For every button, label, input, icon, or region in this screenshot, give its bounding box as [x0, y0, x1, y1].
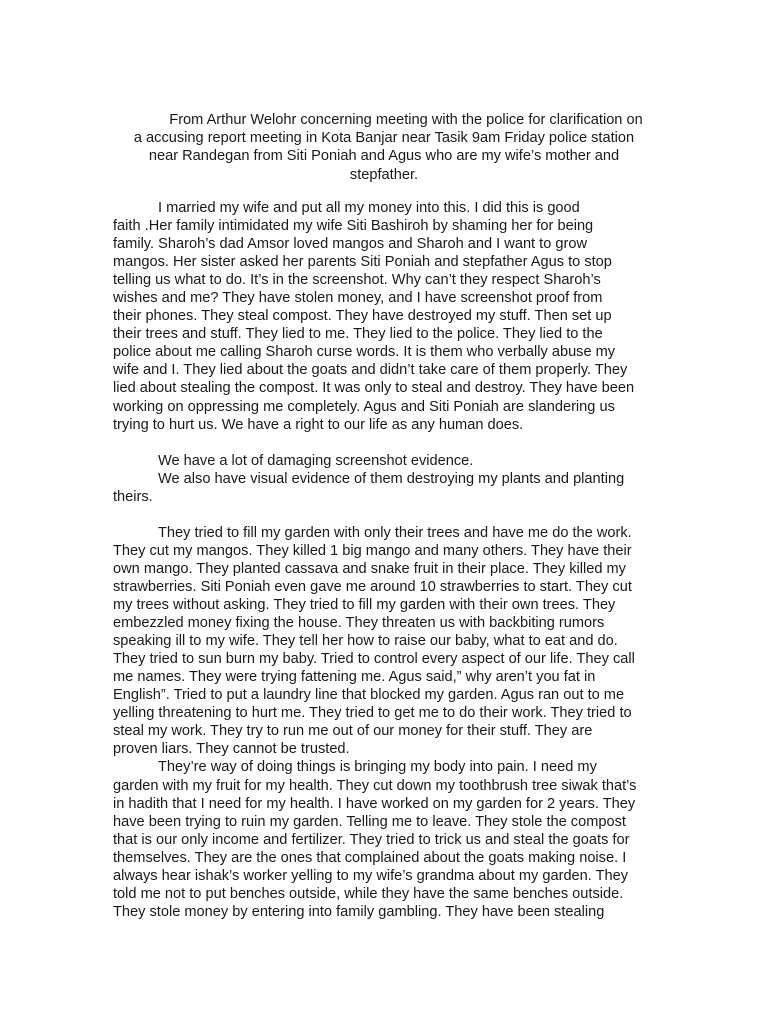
letter-heading	[112, 111, 656, 184]
heading-line: From Arthur Welohr concerning meeting with the police for clarification on	[169, 112, 643, 128]
text-line: mangos. Her sister asked her parents Siti Poniah and stepfather Agus to stop	[113, 254, 612, 271]
letter-body	[113, 199, 657, 921]
text-line: their phones. They steal compost. They have destroyed my stuff. Then set up	[113, 308, 612, 325]
blank-line	[113, 506, 657, 524]
text-line: trying to hurt us. We have a right to our life as any human does.	[113, 416, 524, 433]
heading-line: a accusing report meeting in Kota Banjar near Tasik 9am Friday police station	[133, 130, 635, 147]
paragraph-3	[113, 470, 657, 506]
text-line: speaking ill to my wife. They tell her how to raise our baby, what to eat and do.	[113, 633, 618, 650]
text-line: police about me calling Sharoh curse words. It is them who verbally abuse my	[113, 344, 616, 361]
text-line: have been trying to ruin my garden. Telling me to leave. They stole the compost	[113, 813, 626, 830]
text-line: garden with my fruit for my health. They cut down my toothbrush tree siwak that’s	[113, 777, 637, 794]
text-line: theirs.	[113, 488, 153, 505]
text-line: yelling threatening to hurt me. They tried to get me to do their work. They tried to	[113, 705, 632, 722]
text-line: proven liars. They cannot be trusted.	[113, 741, 350, 758]
text-line: wife and I. They lied about the goats and didn’t take care of them properly. They	[113, 362, 628, 379]
text-line: telling us what to do. It’s in the screenshot. Why can’t they respect Sharoh’s	[113, 272, 601, 289]
text-line: They’re way of doing things is bringing my body into pain. I need my	[158, 759, 597, 776]
text-line: They cut my mangos. They killed 1 big mango and many others. They have their	[113, 542, 632, 559]
text-line: steal my work. They try to run me out of our money for their stuff. They are	[113, 723, 593, 740]
text-line: embezzled money fixing the house. They threaten us with backbiting rumors	[113, 615, 605, 632]
text-line: We also have visual evidence of them destroying my plants and planting	[158, 470, 625, 487]
blank-line	[113, 434, 657, 452]
text-line: themselves. They are the ones that complained about the goats making noise. I	[113, 849, 627, 866]
text-line: We have a lot of damaging screenshot evidence.	[158, 452, 474, 469]
paragraph-1	[113, 199, 657, 434]
text-line: wishes and me? They have stolen money, and I have screenshot proof from	[113, 290, 603, 307]
paragraph-2	[113, 452, 657, 470]
text-line: me names. They were trying fattening me. Agus said,” why aren’t you fat in	[113, 669, 596, 686]
text-line: They tried to fill my garden with only their trees and have me do the work.	[158, 524, 632, 541]
text-line: faith .Her family intimidated my wife Siti Bashiroh by shaming her for being	[113, 218, 594, 235]
text-line: my trees without asking. They tried to fill my garden with their own trees. They	[113, 597, 616, 614]
text-line: strawberries. Siti Poniah even gave me around 10 strawberries to start. They cut	[113, 578, 632, 595]
text-line: their trees and stuff. They lied to me. They lied to the police. They lied to the	[113, 326, 603, 343]
text-line: working on oppressing me completely. Agus and Siti Poniah are slandering us	[113, 398, 615, 415]
heading-line: near Randegan from Siti Poniah and Agus who are my wife’s mother and	[148, 148, 620, 165]
paragraph-5	[113, 758, 657, 920]
text-line: They stole money by entering into family gambling. They have been stealing	[113, 903, 605, 920]
text-line: English”. Tried to put a laundry line that blocked my garden. Agus ran out to me	[113, 687, 625, 704]
text-line: always hear ishak’s worker yelling to my wife’s grandma about my garden. They	[113, 867, 629, 884]
text-line: own mango. They planted cassava and snake fruit in their place. They killed my	[113, 560, 626, 577]
text-line: family. Sharoh’s dad Amsor loved mangos and Sharoh and I want to grow	[113, 236, 588, 253]
text-line: lied about stealing the compost. It was only to steal and destroy. They have been	[113, 380, 635, 397]
text-line: that is our only income and fertilizer. They tried to trick us and steal the goats for	[113, 831, 630, 848]
paragraph-4	[113, 524, 657, 759]
text-line: They tried to sun burn my baby. Tried to control every aspect of our life. They call	[113, 651, 635, 668]
text-line: told me not to put benches outside, while they have the same benches outside.	[113, 885, 624, 902]
text-line: I married my wife and put all my money into this. I did this is good	[158, 200, 580, 216]
heading-line: stepfather.	[349, 166, 419, 183]
text-line: in hadith that I need for my health. I have worked on my garden for 2 years. They	[113, 795, 636, 812]
